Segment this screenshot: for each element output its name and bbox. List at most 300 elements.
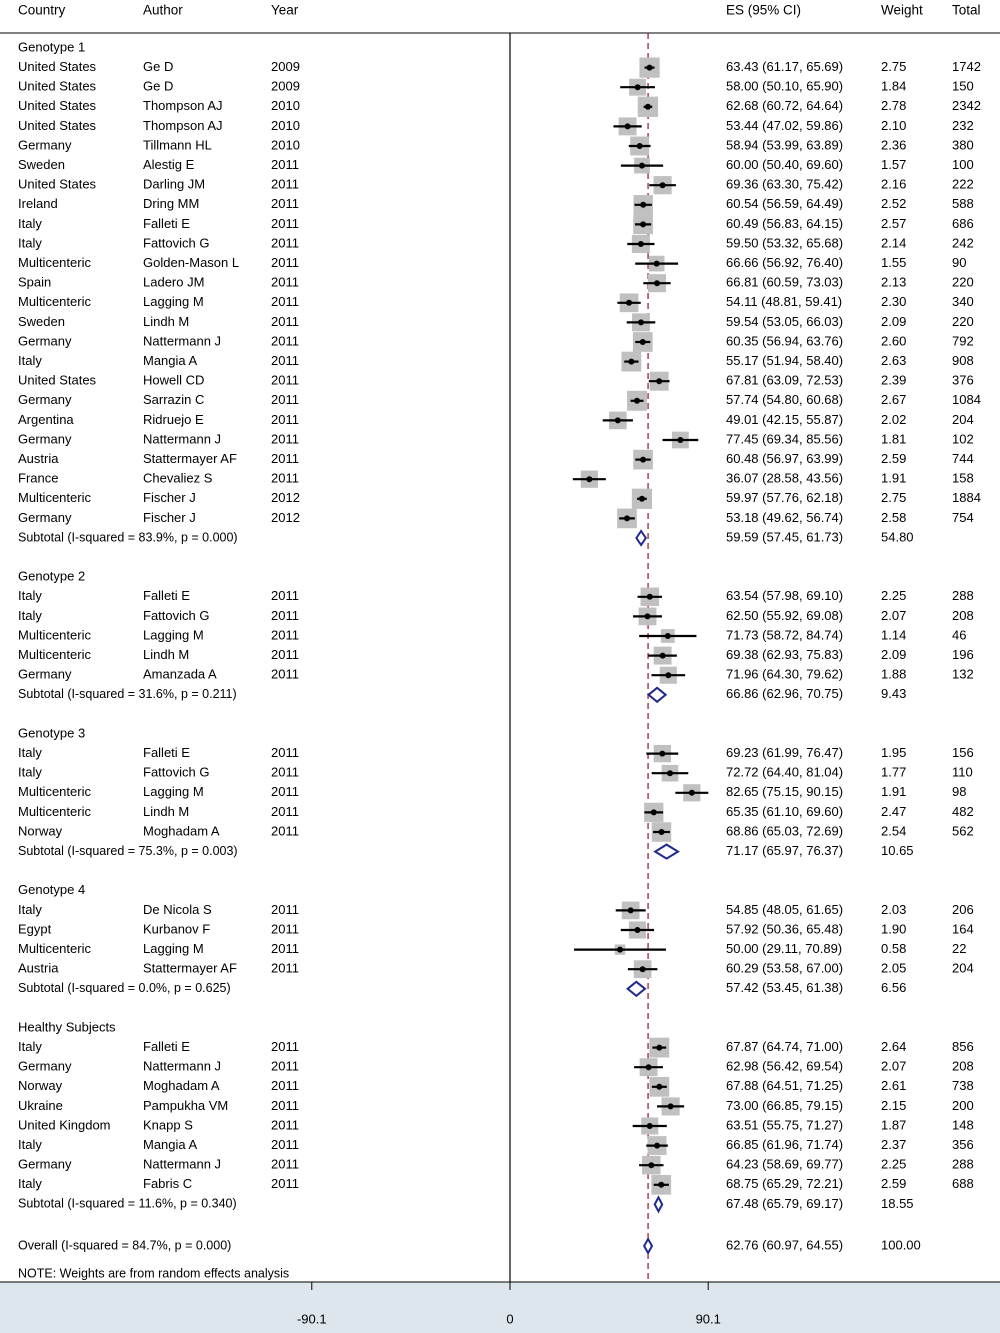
study-point	[617, 947, 623, 953]
study-year: 2011	[271, 157, 299, 173]
subtotal-diamond	[649, 688, 666, 702]
study-es-ci: 63.51 (55.75, 71.27)	[726, 1117, 844, 1133]
study-author: Nattermann J	[143, 431, 222, 447]
study-author: Ge D	[143, 59, 174, 75]
subtotal-es-ci: 67.48 (65.79, 69.17)	[726, 1195, 844, 1211]
study-author: Fabris C	[143, 1176, 193, 1192]
x-tick-label: 0	[506, 1311, 514, 1327]
study-year: 2011	[271, 960, 299, 976]
study-weight: 1.95	[881, 745, 907, 761]
study-weight: 1.77	[881, 764, 907, 780]
study-year: 2011	[271, 823, 299, 839]
study-point	[628, 907, 634, 913]
study-es-ci: 60.35 (56.94, 63.76)	[726, 333, 844, 349]
study-point	[626, 300, 632, 306]
study-author: Falleti E	[143, 745, 190, 761]
x-tick-label: -90.1	[296, 1311, 327, 1327]
study-country: Italy	[18, 1039, 42, 1055]
study-total: 204	[952, 411, 974, 427]
study-country: Multicenteric	[18, 627, 91, 643]
study-year: 2011	[271, 1058, 299, 1074]
study-total: 754	[952, 509, 974, 525]
subtotal-diamond	[655, 845, 678, 859]
study-total: 196	[952, 647, 974, 663]
study-country: Italy	[18, 901, 42, 917]
study-es-ci: 36.07 (28.58, 43.56)	[726, 470, 844, 486]
study-weight: 2.61	[881, 1078, 907, 1094]
study-total: 156	[952, 745, 974, 761]
study-country: Germany	[18, 509, 72, 525]
study-point	[640, 966, 646, 972]
subtotal-label: Subtotal (I-squared = 75.3%, p = 0.003)	[18, 843, 238, 858]
study-weight: 1.55	[881, 255, 907, 271]
study-point	[660, 182, 666, 188]
study-country: Italy	[18, 745, 42, 761]
study-es-ci: 60.29 (53.58, 67.00)	[726, 960, 844, 976]
study-country: Italy	[18, 764, 42, 780]
study-point	[689, 790, 695, 796]
study-country: Multicenteric	[18, 803, 91, 819]
header-es-ci: ES (95% CI)	[726, 2, 802, 18]
study-total: 148	[952, 1117, 974, 1133]
study-author: Lagging M	[143, 941, 204, 957]
study-point	[634, 927, 640, 933]
study-author: Golden-Mason L	[143, 255, 240, 271]
study-year: 2011	[271, 451, 299, 467]
study-es-ci: 62.98 (56.42, 69.54)	[726, 1058, 844, 1074]
study-author: Fischer J	[143, 490, 196, 506]
study-es-ci: 59.54 (53.05, 66.03)	[726, 313, 844, 329]
study-country: Egypt	[18, 921, 52, 937]
study-es-ci: 63.54 (57.98, 69.10)	[726, 588, 844, 604]
study-author: Lagging M	[143, 294, 204, 310]
study-author: Lagging M	[143, 627, 204, 643]
study-total: 1084	[952, 392, 981, 408]
study-country: France	[18, 470, 59, 486]
study-point	[654, 261, 660, 267]
study-point	[646, 1064, 652, 1070]
study-country: Italy	[18, 607, 42, 623]
study-point	[656, 1084, 662, 1090]
study-author: Chevaliez S	[143, 470, 213, 486]
study-author: Nattermann J	[143, 1058, 222, 1074]
study-total: 100	[952, 157, 974, 173]
study-point	[677, 437, 683, 443]
study-year: 2011	[271, 647, 299, 663]
study-country: Argentina	[18, 411, 74, 427]
study-es-ci: 77.45 (69.34, 85.56)	[726, 431, 844, 447]
subtotal-weight: 54.80	[881, 529, 914, 545]
axis-band	[0, 1282, 1000, 1333]
subtotal-label: Subtotal (I-squared = 11.6%, p = 0.340)	[18, 1196, 237, 1211]
study-year: 2011	[271, 255, 299, 271]
study-year: 2011	[271, 1039, 299, 1055]
study-year: 2011	[271, 941, 299, 957]
header-weight: Weight	[881, 2, 923, 18]
study-weight: 1.84	[881, 78, 907, 94]
study-es-ci: 66.66 (56.92, 76.40)	[726, 255, 844, 271]
study-es-ci: 50.00 (29.11, 70.89)	[726, 941, 843, 957]
study-total: 232	[952, 117, 974, 133]
study-weight: 2.75	[881, 59, 907, 75]
study-author: Moghadam A	[143, 823, 220, 839]
study-country: Multicenteric	[18, 294, 91, 310]
study-weight: 2.52	[881, 196, 907, 212]
study-es-ci: 60.00 (50.40, 69.60)	[726, 157, 844, 173]
study-es-ci: 63.43 (61.17, 65.69)	[726, 59, 844, 75]
study-weight: 2.30	[881, 294, 907, 310]
overall-label: Overall (I-squared = 84.7%, p = 0.000)	[18, 1238, 232, 1253]
study-total: 1742	[952, 59, 981, 75]
study-point	[639, 496, 645, 502]
study-country: United States	[18, 176, 97, 192]
subtotal-weight: 6.56	[881, 980, 907, 996]
study-country: United States	[18, 98, 97, 114]
study-year: 2011	[271, 176, 299, 192]
study-weight: 1.91	[881, 470, 907, 486]
study-total: 200	[952, 1097, 974, 1113]
study-author: Ladero JM	[143, 274, 205, 290]
study-total: 90	[952, 255, 967, 271]
study-total: 588	[952, 196, 974, 212]
study-country: United States	[18, 78, 97, 94]
study-es-ci: 59.50 (53.32, 65.68)	[726, 235, 844, 251]
study-country: Germany	[18, 392, 72, 408]
study-year: 2010	[271, 117, 300, 133]
study-year: 2011	[271, 627, 299, 643]
study-country: United States	[18, 59, 97, 75]
study-weight: 1.91	[881, 784, 907, 800]
study-year: 2012	[271, 509, 300, 525]
study-es-ci: 69.36 (63.30, 75.42)	[726, 176, 844, 192]
study-total: 908	[952, 353, 974, 369]
study-weight: 2.09	[881, 647, 907, 663]
study-year: 2011	[271, 294, 299, 310]
study-es-ci: 58.00 (50.10, 65.90)	[726, 78, 844, 94]
study-es-ci: 67.81 (63.09, 72.53)	[726, 372, 844, 388]
study-author: Stattermayer AF	[143, 451, 237, 467]
study-es-ci: 64.23 (58.69, 69.77)	[726, 1156, 844, 1172]
study-author: Fischer J	[143, 509, 196, 525]
study-es-ci: 72.72 (64.40, 81.04)	[726, 764, 844, 780]
study-es-ci: 82.65 (75.15, 90.15)	[726, 784, 844, 800]
study-total: 110	[952, 764, 973, 780]
study-country: Multicenteric	[18, 941, 91, 957]
study-es-ci: 69.38 (62.93, 75.83)	[726, 647, 844, 663]
study-point	[635, 84, 641, 90]
plot-marks	[573, 57, 708, 1253]
study-es-ci: 57.92 (50.36, 65.48)	[726, 921, 844, 937]
study-point	[651, 809, 657, 815]
study-country: Germany	[18, 666, 72, 682]
study-country: United States	[18, 372, 97, 388]
header-total: Total	[952, 2, 981, 18]
study-year: 2011	[271, 470, 299, 486]
study-country: Italy	[18, 235, 42, 251]
study-year: 2011	[271, 1156, 299, 1172]
study-author: Fattovich G	[143, 764, 210, 780]
study-year: 2011	[271, 411, 299, 427]
study-point	[615, 417, 621, 423]
study-weight: 1.88	[881, 666, 907, 682]
study-total: 340	[952, 294, 974, 310]
study-year: 2011	[271, 333, 299, 349]
study-author: Lagging M	[143, 784, 204, 800]
header-year: Year	[271, 2, 299, 18]
group-label: Genotype 4	[18, 882, 86, 898]
study-point	[648, 1162, 654, 1168]
study-point	[640, 457, 646, 463]
study-author: Moghadam A	[143, 1078, 220, 1094]
study-author: Lindh M	[143, 313, 190, 329]
study-weight: 2.63	[881, 353, 907, 369]
study-year: 2011	[271, 745, 299, 761]
study-total: 688	[952, 1176, 974, 1192]
subtotal-diamond	[655, 1197, 662, 1211]
study-point	[654, 1143, 660, 1149]
study-total: 208	[952, 607, 974, 623]
study-weight: 2.02	[881, 411, 907, 427]
study-point	[660, 653, 666, 659]
study-year: 2011	[271, 1117, 299, 1133]
study-year: 2011	[271, 666, 299, 682]
group-label: Genotype 2	[18, 568, 86, 584]
study-weight: 2.47	[881, 803, 907, 819]
study-point	[640, 339, 646, 345]
study-total: 208	[952, 1058, 974, 1074]
study-weight: 2.25	[881, 588, 907, 604]
subtotal-es-ci: 66.86 (62.96, 70.75)	[726, 686, 844, 702]
study-es-ci: 66.81 (60.59, 73.03)	[726, 274, 844, 290]
study-weight: 2.57	[881, 215, 907, 231]
study-weight: 2.05	[881, 960, 907, 976]
study-weight: 1.14	[881, 627, 907, 643]
study-author: De Nicola S	[143, 901, 212, 917]
study-weight: 2.07	[881, 1058, 907, 1074]
study-total: 356	[952, 1137, 974, 1153]
study-country: Germany	[18, 431, 72, 447]
study-point	[634, 398, 640, 404]
subtotal-label: Subtotal (I-squared = 83.9%, p = 0.000)	[18, 530, 238, 545]
study-country: Austria	[18, 960, 59, 976]
study-country: Norway	[18, 1078, 63, 1094]
study-year: 2011	[271, 274, 299, 290]
study-author: Ridruejo E	[143, 411, 204, 427]
study-es-ci: 71.96 (64.30, 79.62)	[726, 666, 844, 682]
study-point	[637, 143, 643, 149]
study-total: 744	[952, 451, 974, 467]
study-point	[625, 123, 631, 129]
study-author: Stattermayer AF	[143, 960, 237, 976]
study-year: 2011	[271, 215, 299, 231]
subtotal-weight: 10.65	[881, 843, 914, 859]
study-total: 856	[952, 1039, 974, 1055]
study-author: Dring MM	[143, 196, 200, 212]
study-author: Falleti E	[143, 1039, 190, 1055]
study-year: 2011	[271, 1078, 299, 1094]
overall-weight: 100.00	[881, 1237, 921, 1253]
study-total: 22	[952, 941, 967, 957]
weights-note: NOTE: Weights are from random effects analysis	[18, 1266, 290, 1281]
study-year: 2011	[271, 764, 299, 780]
study-es-ci: 68.75 (65.29, 72.21)	[726, 1176, 844, 1192]
study-year: 2011	[271, 196, 299, 212]
study-point	[654, 280, 660, 286]
study-author: Ge D	[143, 78, 174, 94]
study-country: Sweden	[18, 157, 65, 173]
study-es-ci: 69.23 (61.99, 76.47)	[726, 745, 844, 761]
study-point	[647, 65, 653, 71]
study-author: Pampukha VM	[143, 1097, 229, 1113]
study-year: 2011	[271, 431, 299, 447]
study-point	[645, 613, 651, 619]
study-author: Amanzada A	[143, 666, 217, 682]
study-point	[640, 221, 646, 227]
study-weight: 2.60	[881, 333, 907, 349]
study-country: Sweden	[18, 313, 65, 329]
study-country: Italy	[18, 215, 42, 231]
study-author: Falleti E	[143, 588, 190, 604]
study-author: Mangia A	[143, 1137, 198, 1153]
study-point	[665, 672, 671, 678]
study-country: Germany	[18, 333, 72, 349]
study-point	[628, 359, 634, 365]
study-total: 288	[952, 1156, 974, 1172]
study-total: 158	[952, 470, 974, 486]
study-total: 206	[952, 901, 974, 917]
study-total: 46	[952, 627, 967, 643]
subtotal-es-ci: 57.42 (53.45, 61.38)	[726, 980, 844, 996]
study-country: United Kingdom	[18, 1117, 111, 1133]
study-year: 2011	[271, 784, 299, 800]
study-es-ci: 49.01 (42.15, 55.87)	[726, 411, 844, 427]
study-weight: 2.59	[881, 1176, 907, 1192]
study-year: 2011	[271, 235, 299, 251]
study-point	[586, 476, 592, 482]
study-weight: 2.03	[881, 901, 907, 917]
study-weight: 2.37	[881, 1137, 907, 1153]
study-year: 2011	[271, 803, 299, 819]
study-year: 2011	[271, 901, 299, 917]
study-total: 132	[952, 666, 974, 682]
study-author: Falleti E	[143, 215, 190, 231]
study-total: 222	[952, 176, 974, 192]
study-year: 2011	[271, 1097, 299, 1113]
study-author: Alestig E	[143, 157, 195, 173]
study-country: Ukraine	[18, 1097, 63, 1113]
study-total: 98	[952, 784, 967, 800]
header-author: Author	[143, 2, 183, 18]
study-country: Italy	[18, 1137, 42, 1153]
study-year: 2011	[271, 313, 299, 329]
study-point	[638, 319, 644, 325]
study-point	[659, 751, 665, 757]
study-es-ci: 53.18 (49.62, 56.74)	[726, 509, 844, 525]
study-es-ci: 60.48 (56.97, 63.99)	[726, 451, 844, 467]
study-author: Thompson AJ	[143, 117, 223, 133]
study-country: Italy	[18, 1176, 42, 1192]
study-es-ci: 62.50 (55.92, 69.08)	[726, 607, 844, 623]
study-author: Kurbanov F	[143, 921, 211, 937]
study-weight: 1.90	[881, 921, 907, 937]
study-es-ci: 54.11 (48.81, 59.41)	[726, 294, 843, 310]
study-es-ci: 62.68 (60.72, 64.64)	[726, 98, 844, 114]
study-total: 164	[952, 921, 974, 937]
study-total: 376	[952, 372, 974, 388]
study-point	[656, 1045, 662, 1051]
study-author: Fattovich G	[143, 235, 210, 251]
study-year: 2011	[271, 392, 299, 408]
study-point	[658, 829, 664, 835]
study-es-ci: 60.54 (56.59, 64.49)	[726, 196, 844, 212]
study-total: 792	[952, 333, 974, 349]
study-year: 2011	[271, 1176, 299, 1192]
study-es-ci: 65.35 (61.10, 69.60)	[726, 803, 844, 819]
study-point	[638, 241, 644, 247]
study-point	[640, 202, 646, 208]
study-weight: 1.57	[881, 157, 907, 173]
overall-diamond	[644, 1239, 652, 1253]
x-tick-label: 90.1	[695, 1311, 721, 1327]
study-country: Germany	[18, 137, 72, 153]
study-weight: 2.16	[881, 176, 907, 192]
study-weight: 2.07	[881, 607, 907, 623]
study-es-ci: 73.00 (66.85, 79.15)	[726, 1097, 844, 1113]
study-weight: 2.75	[881, 490, 907, 506]
study-year: 2011	[271, 921, 299, 937]
study-country: Norway	[18, 823, 63, 839]
study-weight: 1.87	[881, 1117, 907, 1133]
study-point	[667, 770, 673, 776]
study-country: Multicenteric	[18, 784, 91, 800]
study-point	[639, 163, 645, 169]
study-author: Nattermann J	[143, 1156, 222, 1172]
study-total: 220	[952, 313, 974, 329]
study-country: Multicenteric	[18, 255, 91, 271]
study-year: 2012	[271, 490, 300, 506]
study-weight: 2.25	[881, 1156, 907, 1172]
study-year: 2011	[271, 1137, 299, 1153]
study-country: Spain	[18, 274, 52, 290]
study-author: Lindh M	[143, 647, 190, 663]
study-total: 102	[952, 431, 974, 447]
study-author: Mangia A	[143, 353, 198, 369]
study-total: 738	[952, 1078, 974, 1094]
subtotal-weight: 18.55	[881, 1195, 914, 1211]
study-author: Darling JM	[143, 176, 206, 192]
study-total: 380	[952, 137, 974, 153]
study-total: 2342	[952, 98, 981, 114]
study-es-ci: 60.49 (56.83, 64.15)	[726, 215, 844, 231]
study-total: 204	[952, 960, 974, 976]
study-author: Tillmann HL	[143, 137, 212, 153]
study-country: United States	[18, 117, 97, 133]
study-point	[645, 104, 651, 110]
header-country: Country	[18, 2, 66, 18]
subtotal-weight: 9.43	[881, 686, 907, 702]
study-country: Italy	[18, 353, 42, 369]
study-total: 242	[952, 235, 974, 251]
study-country: Italy	[18, 588, 42, 604]
subtotal-label: Subtotal (I-squared = 31.6%, p = 0.211)	[18, 687, 237, 702]
study-author: Nattermann J	[143, 333, 222, 349]
study-es-ci: 68.86 (65.03, 72.69)	[726, 823, 844, 839]
study-total: 288	[952, 588, 974, 604]
study-year: 2009	[271, 59, 300, 75]
study-total: 1884	[952, 490, 981, 506]
study-es-ci: 66.85 (61.96, 71.74)	[726, 1137, 844, 1153]
study-es-ci: 58.94 (53.99, 63.89)	[726, 137, 844, 153]
